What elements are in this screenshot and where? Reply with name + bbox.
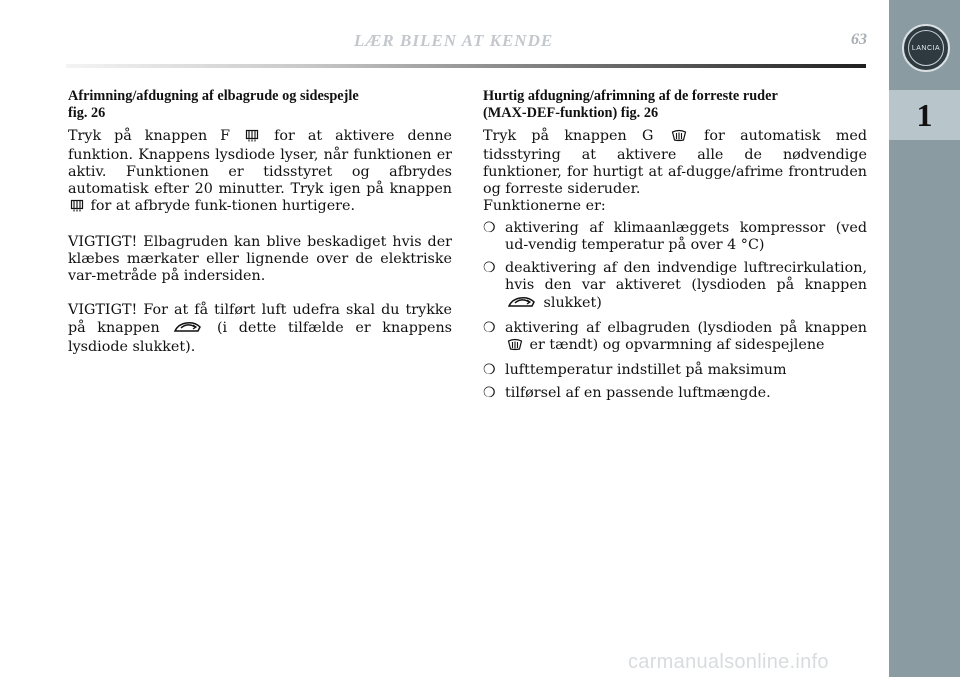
right-column <box>483 88 867 408</box>
watermark: carmanualsonline.info <box>628 651 829 673</box>
list-item: ❍ deaktivering af den indvendige luftrecirkulation, hvis den var aktiveret (lysdioden på knappen slukket) <box>483 260 867 314</box>
left-paragraph-3: VIGTIGT! For at få tilført luft udefra skal du trykke på knappen (i dette tilfælde er knappens lysdiode slukket). <box>68 302 453 355</box>
left-section-heading: Afrimning/afdugning af elbagrude og sidespejle fig. 26 <box>68 88 359 121</box>
chapter-number: 1 <box>916 96 933 133</box>
rear-defrost-icon <box>70 199 84 217</box>
right-section-heading: Hurtig afdugning/afrimning af de forreste ruder (MAX-DEF-funktion) fig. 26 <box>483 88 778 121</box>
left-paragraph-2: VIGTIGT! Elbagruden kan blive beskadiget hvis der klæbes mærkater eller lignende over de elektriske var-metråde på indersiden. <box>68 234 452 284</box>
recirculation-icon <box>173 319 203 339</box>
list-item: ❍ aktivering af klimaanlæggets kompressor (ved ud-vendig temperatur på over 4 °C) <box>483 220 867 253</box>
bullet-icon: ❍ <box>483 385 496 401</box>
bullet-icon: ❍ <box>483 220 496 236</box>
bullet-icon: ❍ <box>483 260 496 276</box>
bullet-icon: ❍ <box>483 362 496 378</box>
page-header-title: LÆR BILEN AT KENDE <box>354 31 554 50</box>
front-defrost-icon <box>671 129 687 147</box>
recirculation-icon <box>507 294 537 314</box>
right-paragraph-1: Tryk på knappen G for automatisk med tidsstyring at aktivere alle de nødvendige funktioner, for hurtigt at af-dugge/afrime frontruden og forreste sideruder. Funktionerne er: <box>483 128 868 214</box>
page-number: 63 <box>851 31 867 48</box>
logo-text: LANCIA <box>908 30 944 66</box>
list-item: ❍ lufttemperatur indstillet på maksimum <box>483 362 787 378</box>
list-item: ❍ aktivering af elbagruden (lysdioden på knappen er tændt) og opvarmning af sidespejlene <box>483 320 867 356</box>
front-defrost-icon <box>507 338 523 356</box>
list-item: ❍ tilførsel af en passende luftmængde. <box>483 385 771 401</box>
left-paragraph-1: Tryk på knappen F for at aktivere denne funktion. Knappens lysdiode lyser, når funktionen er aktiv. Funktionen er tidsstyret og afbrydes automatisk efter 20 minutter. Tryk igen på knappen for at afbryde funk-tionen hurtigere. <box>68 128 452 217</box>
function-list <box>483 220 867 402</box>
header-rule <box>66 64 866 68</box>
bullet-icon: ❍ <box>483 320 496 336</box>
lancia-logo <box>902 24 950 72</box>
left-column <box>68 88 452 373</box>
rear-defrost-icon <box>245 129 259 147</box>
